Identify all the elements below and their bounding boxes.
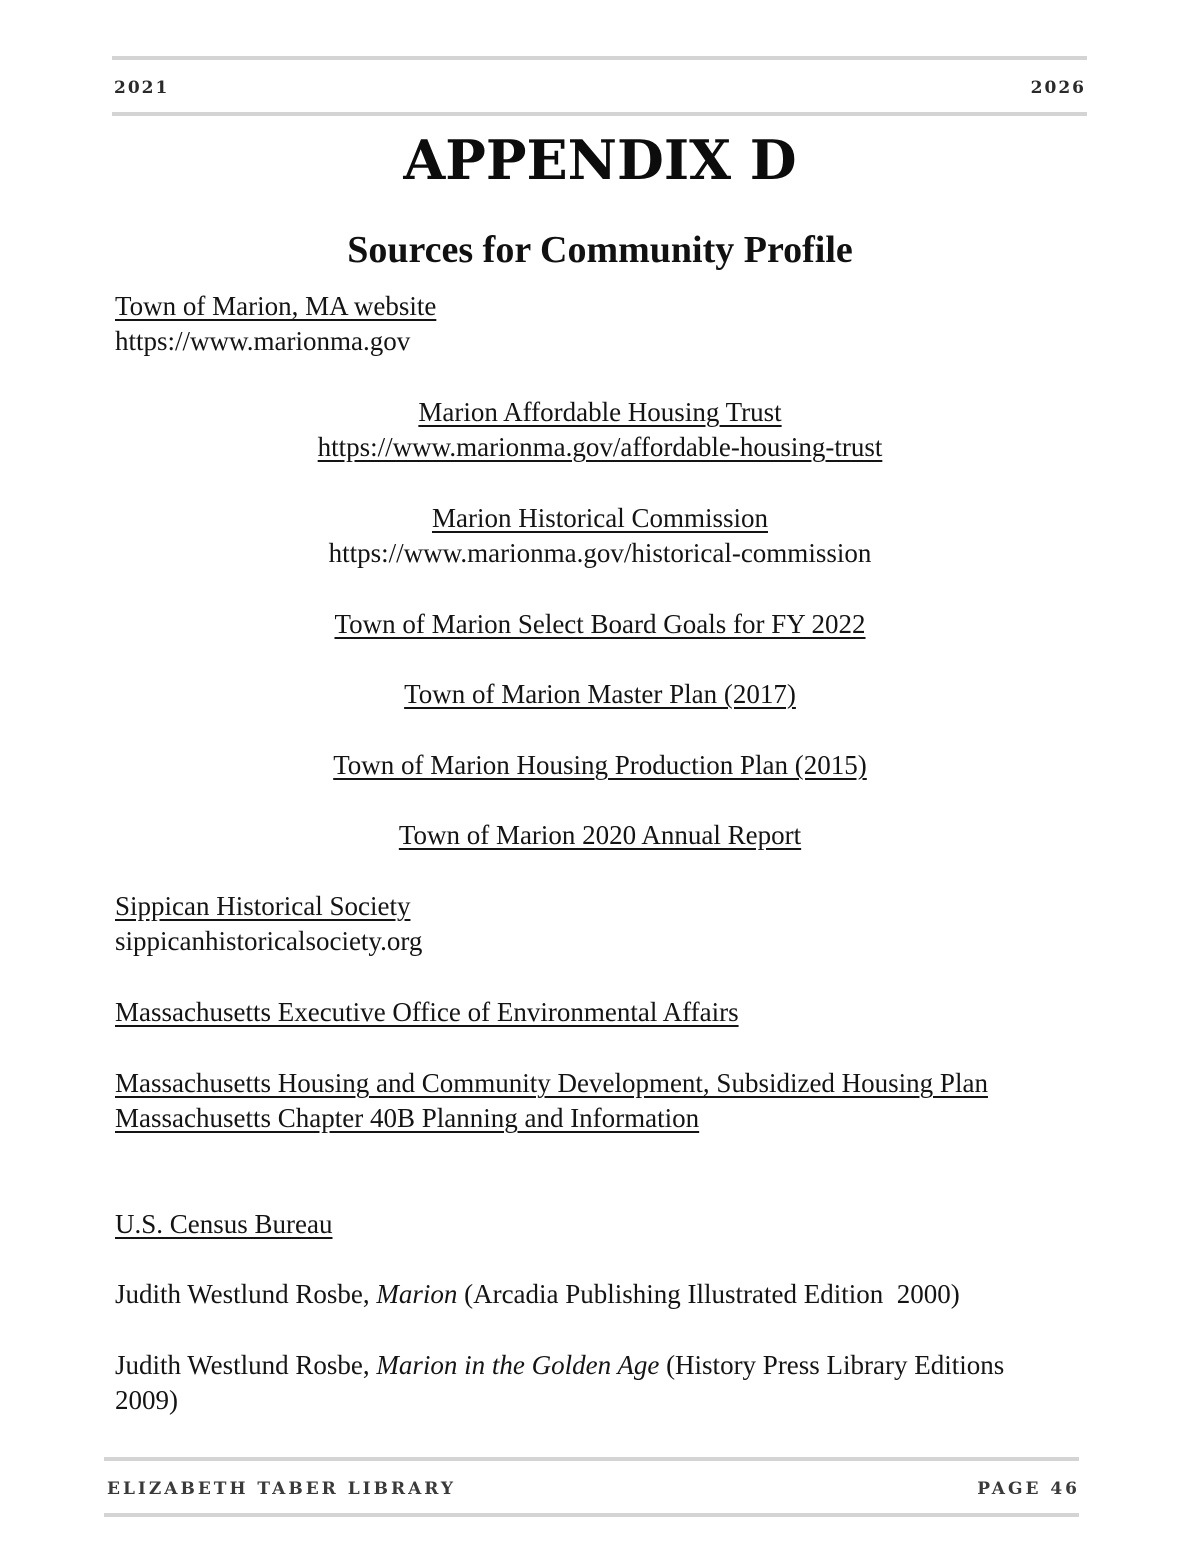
source-historical-commission xyxy=(0,501,1200,571)
source-sippican-url: sippicanhistoricalsociety.org xyxy=(115,926,423,956)
book2-publisher: (History Press Library Editions 2009) xyxy=(115,1350,1018,1415)
source-housing-trust-link[interactable]: Marion Affordable Housing Trust xyxy=(418,397,782,427)
footer-bottom-rule xyxy=(104,1513,1079,1517)
book1-title: Marion xyxy=(376,1279,458,1309)
footer-page-number: PAGE 46 xyxy=(977,1479,1080,1499)
book1-publisher: (Arcadia Publishing Illustrated Edition 2000) xyxy=(457,1279,960,1309)
source-chapter40b-link[interactable]: Massachusetts Chapter 40B Planning and Information xyxy=(115,1103,700,1133)
book1-author: Judith Westlund Rosbe, xyxy=(115,1279,377,1309)
source-housing-trust-url[interactable]: https://www.marionma.gov/affordable-housing-trust xyxy=(317,432,883,462)
source-annual-report xyxy=(0,818,1200,853)
source-dhcd-link[interactable]: Massachusetts Housing and Community Development, Subsidized Housing Plan xyxy=(115,1068,988,1098)
source-sippican-link[interactable]: Sippican Historical Society xyxy=(115,891,411,921)
source-book-golden-age xyxy=(115,1348,1018,1418)
source-historical-commission-url: https://www.marionma.gov/historical-commission xyxy=(328,538,872,568)
source-marion-website-link[interactable]: Town of Marion, MA website xyxy=(115,291,437,321)
header-year-start: 2021 xyxy=(114,78,170,98)
page-subtitle: Sources for Community Profile xyxy=(347,229,853,271)
header-bottom-rule xyxy=(112,112,1087,116)
source-select-board xyxy=(0,607,1200,642)
book2-title: Marion in the Golden Age xyxy=(376,1350,660,1380)
footer-top-rule xyxy=(104,1457,1079,1461)
source-annual-report-link[interactable]: Town of Marion 2020 Annual Report xyxy=(398,820,802,850)
source-historical-commission-link[interactable]: Marion Historical Commission xyxy=(432,503,768,533)
source-dhcd xyxy=(115,1066,1055,1136)
source-eoea-link[interactable]: Massachusetts Executive Office of Environmental Affairs xyxy=(115,997,739,1027)
page-title: APPENDIX D xyxy=(403,128,797,192)
source-housing-plan xyxy=(0,748,1200,783)
source-housing-trust xyxy=(0,395,1200,465)
source-housing-plan-link[interactable]: Town of Marion Housing Production Plan (2015) xyxy=(333,750,867,780)
source-eoea xyxy=(115,995,1075,1030)
header-top-rule xyxy=(112,56,1087,60)
source-census-link[interactable]: U.S. Census Bureau xyxy=(115,1209,333,1239)
source-sippican xyxy=(115,889,1075,959)
footer-library-name: ELIZABETH TABER LIBRARY xyxy=(107,1479,457,1499)
header-year-end: 2026 xyxy=(1030,78,1086,98)
source-book-marion xyxy=(115,1277,1075,1312)
source-marion-website-url: https://www.marionma.gov xyxy=(115,326,411,356)
source-census xyxy=(115,1207,1075,1242)
source-select-board-link[interactable]: Town of Marion Select Board Goals for FY 2022 xyxy=(334,609,866,639)
book2-author: Judith Westlund Rosbe, xyxy=(115,1350,377,1380)
source-master-plan xyxy=(0,677,1200,712)
source-marion-website xyxy=(115,289,1075,359)
source-master-plan-link[interactable]: Town of Marion Master Plan (2017) xyxy=(404,679,796,709)
